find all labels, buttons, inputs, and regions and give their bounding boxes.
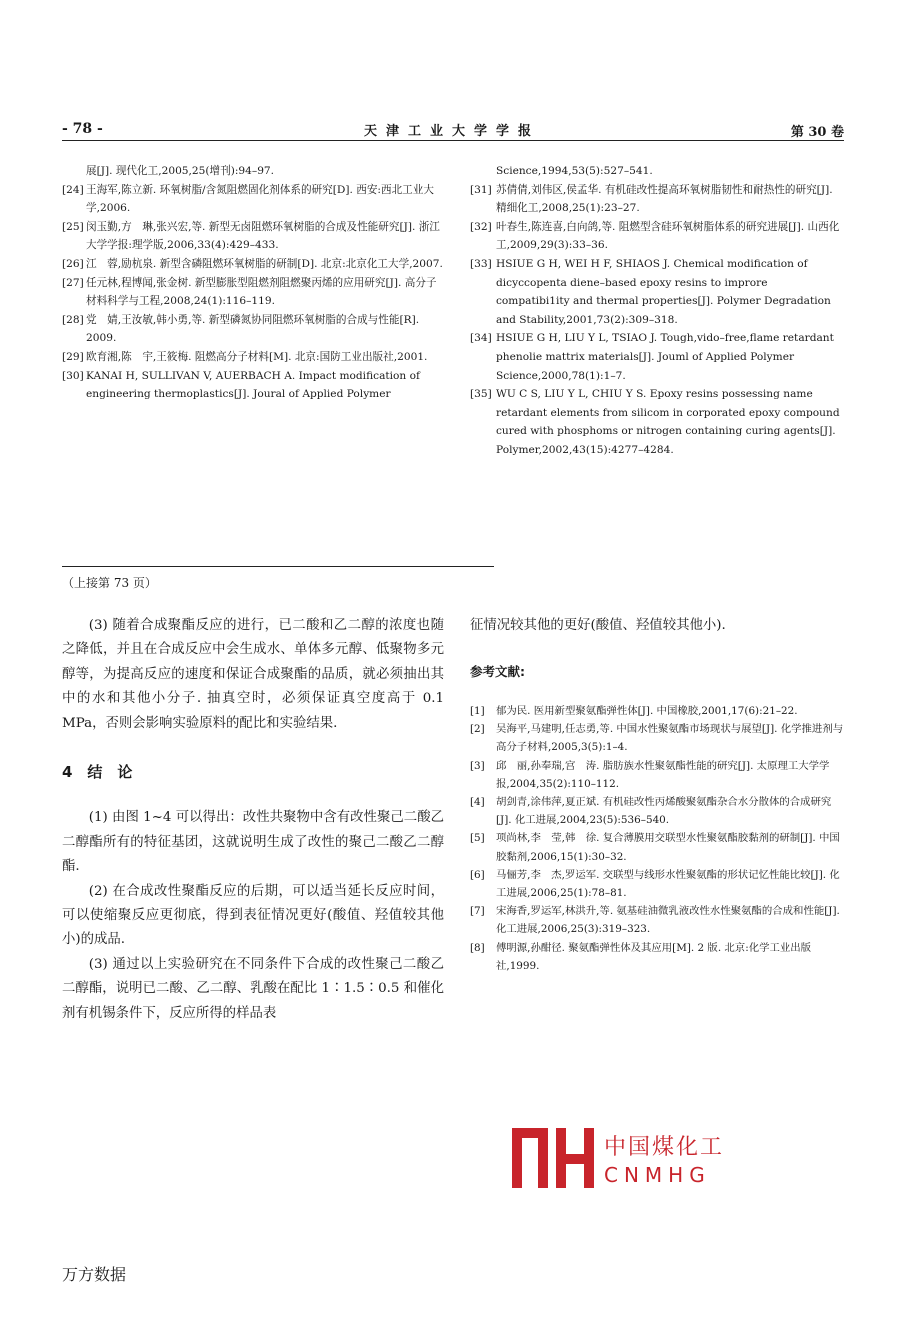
reference-item: [24] 王海军,陈立新. 环氧树脂/含氮阻燃固化剂体系的研究[D]. 西安:西北工业大学,2006. — [62, 183, 434, 215]
reference-item: [32] 叶春生,陈连喜,白向鸽,等. 阻燃型含硅环氧树脂体系的研究进展[J]. 山西化工,2009,29(3):33–36. — [470, 220, 840, 252]
page-number: - 78 - — [62, 121, 103, 137]
footer-source: 万方数据 — [62, 1265, 127, 1284]
left-body-column — [62, 614, 444, 1026]
right-body-continuation: 征情况较其他的更好(酸值、羟值较其他小). — [470, 618, 726, 633]
reference-item: [31] 苏倩倩,刘伟区,侯孟华. 有机硅改性提高环氧树脂韧性和耐热性的研究[J]. 精细化工,2008,25(1):23–27. — [470, 183, 833, 215]
body-paragraph: (2) 在合成改性聚酯反应的后期，可以适当延长反应时间，可以使缩聚反应更彻底，得到表征情况更好(酸值、羟值较其他小)的成品. — [62, 883, 444, 948]
reference-item: [34] HSIUE G H, LIU Y L, TSIAO J. Tough,vido–free,flame retardant phenolie mattrix materials[J]. Jouml of Applied Polymer Science,2000,78(1):1–7. — [470, 332, 834, 382]
top-left-references — [62, 162, 444, 404]
reference-item: [3] 邱 丽,孙奉瑞,宫 涛. 脂肪族水性聚氨酯性能的研究[J]. 太原理工大学学报,2004,35(2):110–112. — [470, 759, 830, 790]
reference-item: [4] 胡剑青,涂伟萍,夏正斌. 有机硅改性丙烯酸聚氨酯杂合水分散体的合成研究[J]. 化工进展,2004,23(5):536–540. — [470, 796, 832, 827]
references-heading: 参考文献: — [470, 664, 525, 679]
body-paragraph: (3) 随着合成聚酯反应的进行，已二酸和乙二醇的浓度也随之降低，并且在合成反应中会生成水、单体多元醇、低聚物多元醇等，为提高反应的速度和保证合成聚酯的品质，就必须抽出其中的水和其他小分子. 抽真空时，必须保证真空度高于 0.1 MPa，否则会影响实验原料的配比和实验结果. — [62, 618, 444, 731]
logo-text-cn: 中国煤化工 — [604, 1135, 725, 1160]
section-heading: 4 结 论 — [62, 763, 133, 782]
reference-item: [6] 马俪芳,李 杰,罗运军. 交联型与线形水性聚氨酯的形状记忆性能比较[J]. 化工进展,2006,25(1):78–81. — [470, 868, 840, 900]
reference-item: [8] 傅明源,孙酣径. 聚氨酯弹性体及其应用[M]. 2 版. 北京:化学工业出版社,1999. — [470, 941, 812, 972]
journal-title: 天津工业大学学报 — [363, 124, 540, 139]
reference-item: [26] 江 蓉,励杭泉. 新型含磷阻燃环氧树脂的研制[D]. 北京:北京化工大学,2007. — [62, 257, 443, 270]
header-rule — [62, 140, 844, 141]
reference-item: [1] 郁为民. 医用新型聚氨酯弹性体[J]. 中国橡胶,2001,17(6):21–22. — [470, 705, 798, 717]
reference-item: [25] 闵玉勤,方 琳,张兴宏,等. 新型无卤阻燃环氧树脂的合成及性能研究[J]. 浙江大学学报:理学版,2006,33(4):429–433. — [62, 220, 440, 252]
section-divider — [62, 566, 494, 567]
top-right-references — [470, 162, 844, 460]
body-paragraph: (1) 由图 1~4 可以得出：改性共聚物中含有改性聚己二酸乙二醇酯所有的特征基团，这就说明生成了改性的聚己二酸乙二醇酯. — [62, 810, 444, 875]
reference-item: [35] WU C S, LIU Y L, CHIU Y S. Epoxy resins possessing name retardant elements from silicom in corporated epoxy compound cured with phosphoms or nitrogen containing curing agents[J]. Polymer,2002,43(15):4277–4284. — [470, 388, 840, 456]
reference-continuation: Science,1994,53(5):527–541. — [496, 165, 653, 177]
reference-item: [30] KANAI H, SULLIVAN V, AUERBACH A. Impact modification of engineering thermoplastics[J]. Joural of Applied Polymer — [62, 369, 420, 401]
reference-item: [28] 党 婧,王汝敏,韩小勇,等. 新型磷氮协同阻燃环氧树脂的合成与性能[R]. 2009. — [62, 313, 420, 345]
logo-text-en: CNMHG — [604, 1163, 711, 1187]
volume-label: 第 30 卷 — [790, 125, 844, 140]
reference-item: [33] HSIUE G H, WEI H F, SHIAOS J. Chemical modification of dicyccopenta diene–based epoxy resins to improre compatibi1ity and thermal properties[J]. Polymer Degradation and Stability,2001,73(2):309–318. — [470, 257, 831, 326]
continued-from-note: （上接第 73 页） — [62, 576, 157, 590]
reference-item: [2] 吴海平,马建明,任志勇,等. 中国水性聚氨酯市场现状与展望[J]. 化学推进剂与高分子材料,2005,3(5):1–4. — [470, 723, 844, 754]
reference-item: [7] 宋海香,罗运军,林洪升,等. 氨基硅油微乳液改性水性聚氨酯的合成和性能[J]. 化工进展,2006,25(3):319–323. — [470, 905, 840, 936]
reference-item: [27] 任元林,程博闻,张金树. 新型膨胀型阻燃剂阻燃聚丙烯的应用研究[J]. 高分子材料科学与工程,2008,24(1):116–119. — [62, 276, 437, 308]
reference-continuation: 展[J]. 现代化工,2005,25(增刊):94–97. — [86, 165, 275, 177]
reference-item: [29] 欧育湘,陈 宇,王筱梅. 阻燃高分子材料[M]. 北京:国防工业出版社,2001. — [62, 350, 428, 363]
reference-item: [5] 项尚林,李 莹,韩 徐. 复合薄膜用交联型水性聚氨酯胶黏剂的研制[J]. 中国胶黏剂,2006,15(1):30–32. — [470, 832, 840, 863]
body-paragraph: (3) 通过以上实验研究在不同条件下合成的改性聚己二酸乙二醇酯，说明已二酸、乙二醇、乳酸在配比 1∶1.5∶0.5 和催化剂有机锡条件下，反应所得的样品表 — [62, 956, 444, 1021]
bottom-references — [470, 702, 844, 975]
